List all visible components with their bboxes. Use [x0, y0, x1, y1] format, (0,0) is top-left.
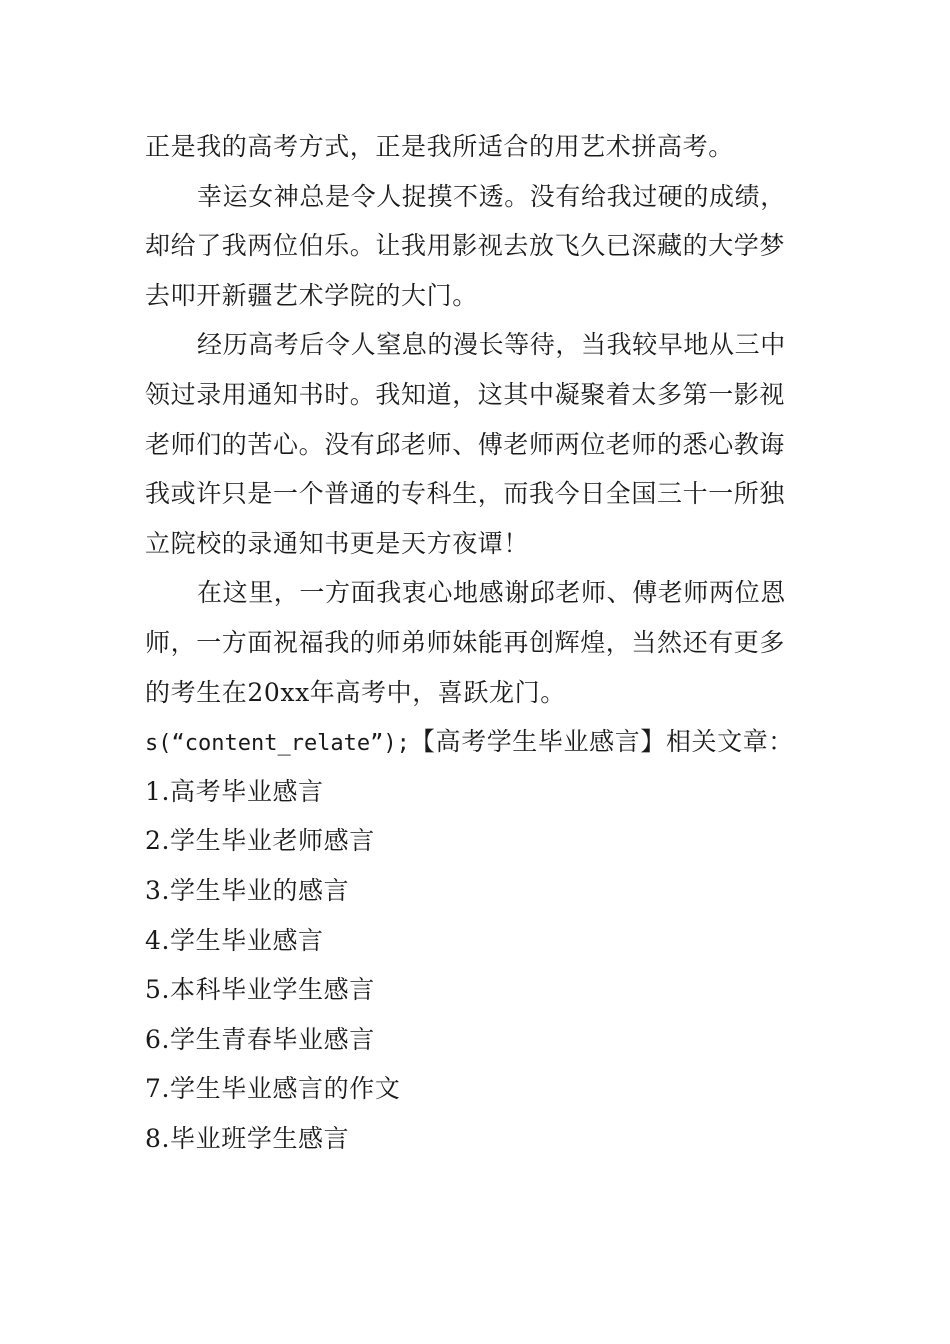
paragraph-line: 老师们的苦心。没有邱老师、傅老师两位老师的悉心教诲 — [145, 429, 786, 459]
paragraph-line: 却给了我两位伯乐。让我用影视去放飞久已深藏的大学梦 — [145, 231, 786, 261]
paragraph-line: 领过录用通知书时。我知道，这其中凝聚着太多第一影视 — [145, 379, 786, 409]
related-item-8[interactable]: 8.毕业班学生感言 — [145, 1123, 350, 1153]
related-item-7[interactable]: 7.学生毕业感言的作文 — [145, 1074, 401, 1104]
paragraph-line: 在这里，一方面我衷心地感谢邱老师、傅老师两位恩 — [197, 578, 786, 608]
paragraph-line: 去叩开新疆艺术学院的大门。 — [145, 280, 478, 310]
paragraph-line: 师，一方面祝福我的师弟师妹能再创辉煌，当然还有更多 — [145, 627, 786, 657]
paragraph-line: 经历高考后令人窒息的漫长等待，当我较早地从三中 — [197, 330, 786, 360]
paragraph-line: 我或许只是一个普通的专科生，而我今日全国三十一所独 — [145, 479, 786, 509]
related-item-2[interactable]: 2.学生毕业老师感言 — [145, 826, 375, 856]
related-item-4[interactable]: 4.学生毕业感言 — [145, 925, 324, 955]
related-heading — [145, 717, 810, 767]
paragraph-line: 幸运女神总是令人捉摸不透。没有给我过硬的成绩， — [197, 181, 786, 211]
paragraph-line: 立院校的录通知书更是天方夜谭！ — [145, 528, 530, 558]
related-item-5[interactable]: 5.本科毕业学生感言 — [145, 975, 375, 1005]
related-item-1[interactable]: 1.高考毕业感言 — [145, 776, 324, 806]
related-item-6[interactable]: 6.学生青春毕业感言 — [145, 1024, 375, 1054]
related-code-prefix: s(“content_relate”); — [145, 731, 410, 757]
paragraph-line: 正是我的高考方式，正是我所适合的用艺术拼高考。 — [145, 132, 734, 161]
paragraph-line: 的考生在20xx年高考中，喜跃龙门。 — [145, 677, 566, 707]
related-item-3[interactable]: 3.学生毕业的感言 — [145, 875, 350, 905]
document-page — [145, 122, 810, 1163]
related-heading-text: 【高考学生毕业感言】相关文章： — [409, 727, 794, 757]
